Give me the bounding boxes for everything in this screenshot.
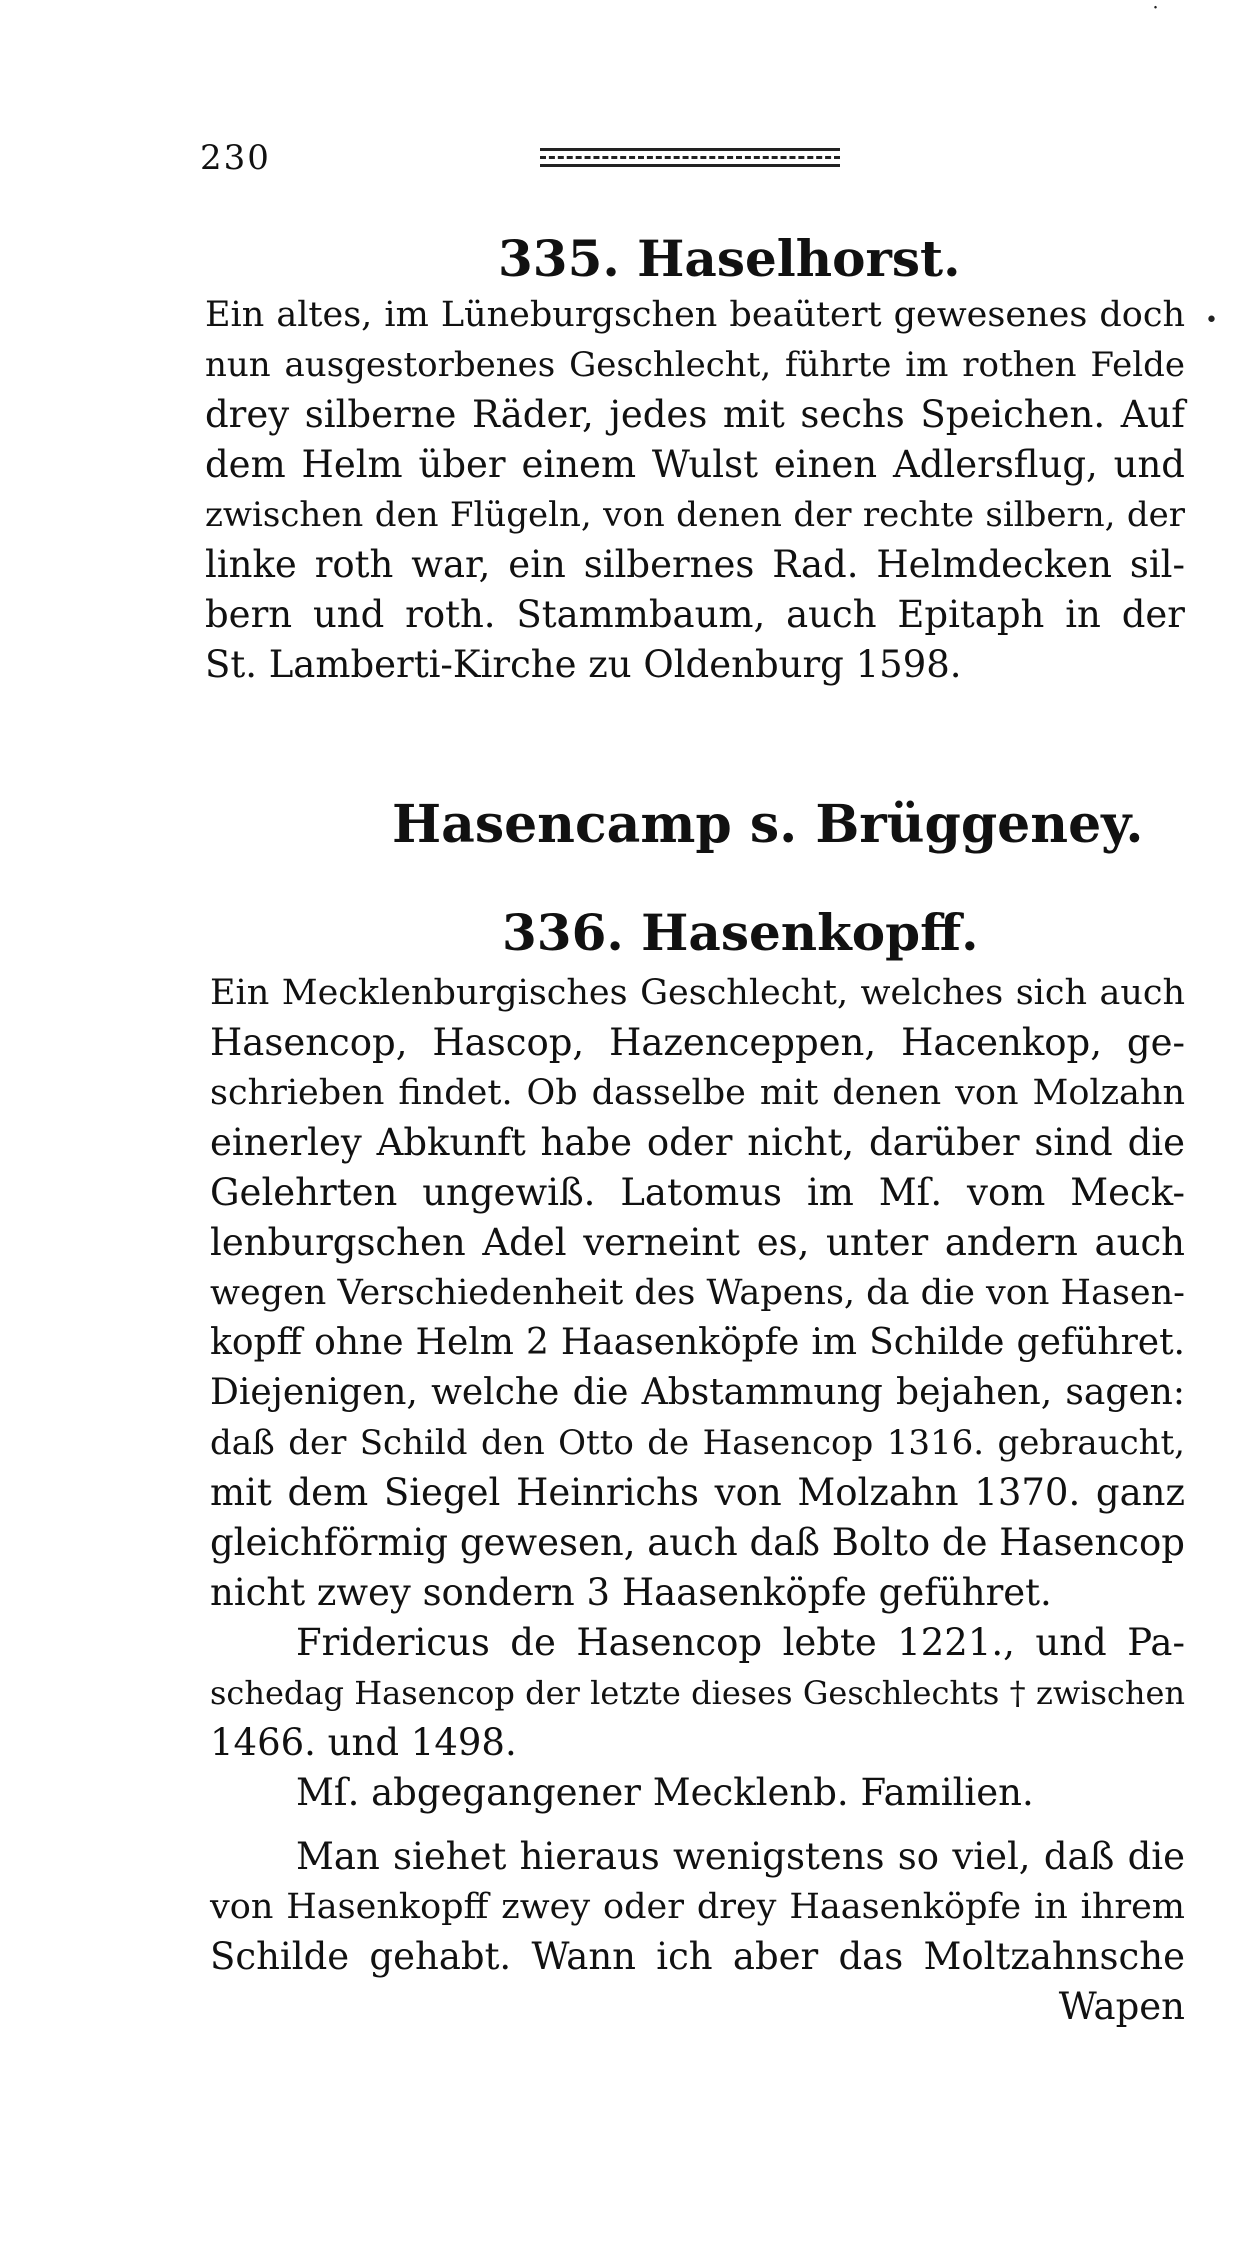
text-line: lenburgschen Adel verneint es, unter andern auch [210,1221,1185,1264]
text-line: mit dem Siegel Heinrichs von Molzahn 1370. ganz [210,1471,1185,1514]
text-line: St. Lamberti-Kirche zu Oldenburg 1598. [205,643,962,686]
text-line: zwischen den Flügeln, von denen der rechte silbern, der [205,495,1185,535]
text-line: schedag Hasencop der letzte dieses Geschlechts † zwischen [210,1674,1185,1712]
text-line: linke roth war, ein silbernes Rad. Helmdecken sil- [205,543,1185,586]
cross-reference-heading: Hasencamp s. Brüggeney. [392,794,1144,855]
text-line: drey silberne Räder, jedes mit sechs Speichen. Auf [205,393,1185,436]
text-line: Ein altes, im Lüneburgschen beaütert gewesenes doch [205,295,1185,335]
entry-body-335 [205,290,1185,690]
entry-heading-336: 336. Hasenkopff. [502,903,979,962]
ornamental-rule [540,156,840,159]
text-line: Hasencop, Hascop, Hazenceppen, Hacenkop, ge- [210,1021,1185,1064]
text-line: von Hasenkopff zwey oder drey Haasenköpfe in ihrem [210,1887,1185,1927]
catchword: Wapen [1058,1985,1185,2028]
running-head [200,138,1180,178]
text-line: nun ausgestorbenes Geschlecht, führte im rothen Felde [205,345,1185,385]
text-line: bern und roth. Stammbaum, auch Epitaph in der [205,593,1185,636]
text-line: nicht zwey sondern 3 Haasenköpfe geführet. [210,1571,1052,1614]
ornamental-rule [540,164,840,167]
text-line: kopff ohne Helm 2 Haasenköpfe im Schilde geführet. [210,1322,1185,1363]
text-line: 1466. und 1498. [210,1721,517,1764]
text-line: wegen Verschiedenheit des Wapens, da die von Hasen- [210,1273,1185,1313]
text-line: einerley Abkunft habe oder nicht, darüber sind die [210,1121,1185,1164]
text-line: Diejenigen, welche die Abstammung bejahen, sagen: [210,1372,1185,1413]
text-line: Man siehet hieraus wenigstens so viel, daß die [296,1835,1185,1878]
speck-mark: • [1205,308,1218,333]
text-line: Schilde gehabt. Wann ich aber das Moltzahnsche [210,1935,1185,1978]
text-line: dem Helm über einem Wulst einen Adlersflug, und [205,443,1185,486]
entry-heading-335: 335. Haselhorst. [498,229,961,288]
text-line: schrieben findet. Ob dasselbe mit denen von Molzahn [210,1073,1185,1113]
text-line: Fridericus de Hasencop lebte 1221., und Pa- [296,1621,1185,1664]
text-line: gleichförmig gewesen, auch daß Bolto de Hasencop [210,1521,1185,1564]
entry-body-336 [210,968,1185,2032]
text-line: Ein Mecklenburgisches Geschlecht, welches sich auch [210,973,1185,1013]
speck-mark: ˙ [1150,4,1161,29]
text-line: daß der Schild den Otto de Hasencop 1316. gebraucht, [210,1423,1185,1463]
source-note: Mſ. abgegangener Mecklenb. Familien. [296,1771,1034,1814]
text-line: Gelehrten ungewiß. Latomus im Mſ. vom Meck- [210,1171,1185,1214]
page-number: 230 [200,138,271,178]
ornamental-rule [540,148,840,151]
